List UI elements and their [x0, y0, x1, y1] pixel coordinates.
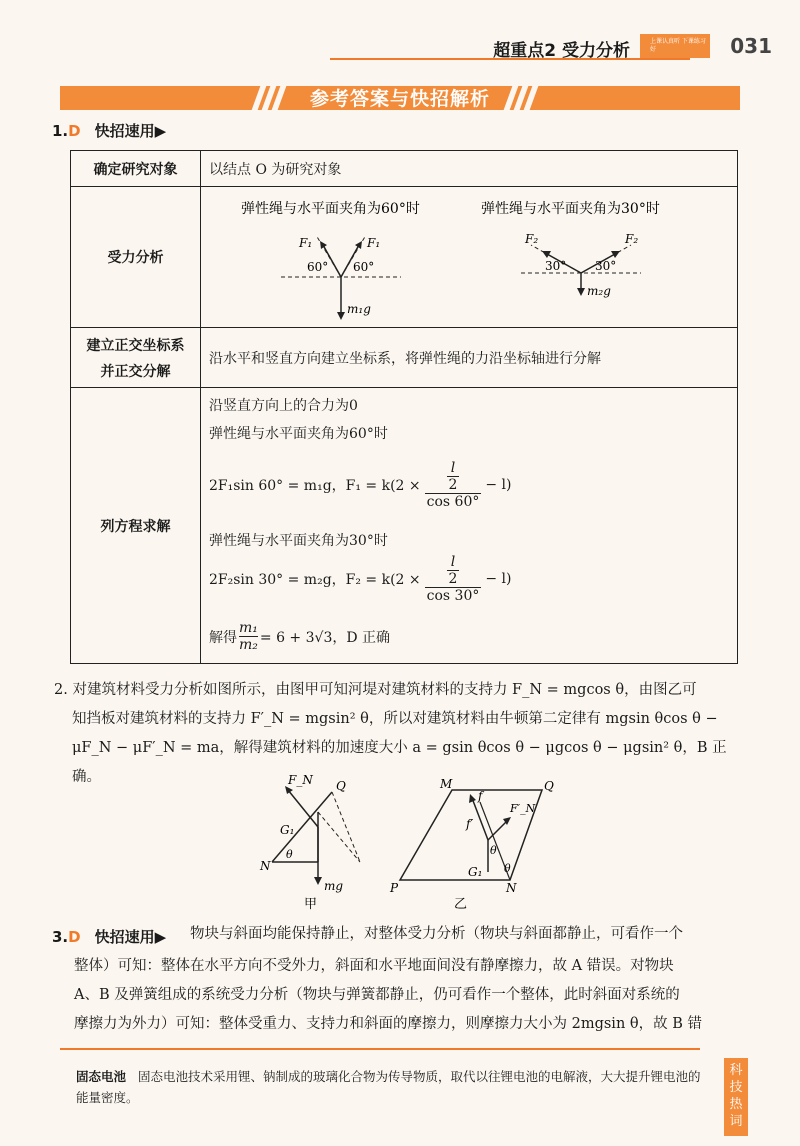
frac-bottom: m₂ [239, 637, 258, 653]
m1g-label: m₁g [347, 302, 371, 316]
q2-line: 知挡板对建筑材料的支持力 F′_N = mgsin² θ，所以对建筑材料由牛顿第二定律有 mgsin θcos θ − [72, 711, 718, 727]
equation-line: 弹性绳与水平面夹角为60°时 [209, 426, 388, 442]
fig-caption: 甲 [304, 897, 318, 912]
footer-term: 固态电池 [76, 1069, 127, 1084]
m2g-label: m₂g [587, 284, 611, 298]
g1-label: G₁ [280, 823, 295, 837]
n-label: N [506, 881, 517, 895]
fig-caption: 乙 [454, 897, 468, 912]
q1-answer: D [68, 122, 81, 140]
frac-mid: 2 [448, 571, 458, 587]
diagram-30 [521, 232, 641, 298]
table-row [71, 328, 738, 388]
header-badge [640, 34, 710, 58]
q2-line: μF_N − μF′_N = ma，解得建筑材料的加速度大小 a = gsin θcos θ − μgcos θ − μgsin² θ，B 正确。 [72, 740, 727, 785]
angle-left-label: 30° [545, 259, 567, 273]
g1-label: G₁ [468, 865, 483, 879]
row-label-line: 并正交分解 [100, 363, 171, 380]
dashed-line [332, 792, 360, 862]
f-label: f [478, 789, 483, 803]
theta-label: θ [286, 848, 293, 861]
fn-arrow [288, 790, 318, 827]
angle-left-label: 60° [307, 260, 329, 274]
q2-line: 2. 对建筑材料受力分析如图所示，由图甲可知河堤对建筑材料的支持力 F_N = mgcos θ，由图乙可 [54, 682, 697, 698]
f2-right-label: F₂ [625, 232, 639, 246]
f2-left-label: F₂ [525, 232, 539, 246]
row-label-line: 建立正交坐标系 [86, 337, 185, 354]
page-number: 031 [730, 34, 772, 58]
fn-label: F_N [288, 773, 313, 787]
case2-caption: 弹性绳与水平面夹角为30°时 [481, 201, 660, 217]
figure-yi [389, 777, 554, 912]
arrow-head [355, 241, 362, 249]
equation-line: 沿竖直方向上的合力为0 [209, 398, 358, 414]
frac-mid: 2 [448, 477, 458, 493]
force-diagrams [201, 187, 738, 328]
q2-figures [240, 772, 560, 912]
q-label: Q [544, 779, 554, 793]
row-value: 以结点 O 为研究对象 [201, 151, 738, 187]
p-label: P [390, 881, 399, 895]
arrow-head [611, 251, 620, 258]
q3-number: 3. [52, 928, 69, 946]
table-row [71, 388, 738, 664]
arrow-head [469, 794, 476, 803]
fraction [239, 620, 258, 653]
banner-title: 参考答案与快招解析 [309, 88, 490, 110]
fprime-label: f′ [466, 817, 474, 831]
equation-30 [209, 554, 512, 604]
arrow-head [320, 241, 327, 249]
table-row [71, 151, 738, 187]
m-label: M [440, 777, 453, 791]
badge-text: 上课认真听 下课练习好 [650, 38, 706, 53]
f1-right-label: F₁ [367, 236, 381, 250]
row-label [71, 328, 201, 388]
eq-text: − l) [485, 571, 512, 587]
q3-line: 摩擦力为外力）可知：整体受重力、支持力和斜面的摩擦力，则摩擦力大小为 2mgsin θ，故 B 错 [74, 1016, 702, 1032]
row-label: 确定研究对象 [71, 151, 201, 187]
equation-line: 弹性绳与水平面夹角为30°时 [209, 533, 388, 549]
arrow-head [542, 251, 551, 258]
table-row [71, 187, 738, 328]
footer-side-tab: 科技热词 [724, 1058, 748, 1136]
eq-text: 2F₂sin 30° = m₂g，F₂ = k(2 × [209, 572, 421, 588]
q1-number: 1. [52, 122, 69, 140]
fraction [425, 554, 482, 604]
theta-label: θ [504, 862, 511, 875]
eq-text: 2F₁sin 60° = m₁g，F₁ = k(2 × [209, 478, 421, 494]
footer-rule [60, 1048, 700, 1050]
result-line [209, 620, 390, 653]
eq-text: − l) [485, 477, 512, 493]
footer-text: 固态电池技术采用锂、钠制成的玻璃化合物为传导物质，取代以往锂电池的电解液，大大提升锂电池的能量密度。 [76, 1069, 701, 1105]
equation-60 [209, 460, 512, 510]
case1-caption: 弹性绳与水平面夹角为60°时 [241, 201, 420, 217]
figure-jia [259, 773, 360, 912]
mg-label: mg [324, 879, 344, 893]
f-arrow [472, 798, 488, 840]
solution-table [70, 150, 738, 664]
arrow-head [337, 312, 345, 320]
frac-top: l [450, 554, 456, 570]
n-label: N [260, 859, 271, 873]
q3-line: A、B 及弹簧组成的系统受力分析（物块与弹簧都静止，仍可看作一个整体，此时斜面对系统的 [74, 987, 680, 1003]
equation-block [209, 392, 388, 448]
arrow-head [285, 786, 293, 794]
row-value: 沿水平和竖直方向建立坐标系，将弹性绳的力沿坐标轴进行分解 [201, 328, 738, 388]
f1-left-label: F₁ [299, 236, 313, 250]
frac-top: m₁ [239, 620, 258, 636]
frac-bottom: cos 30° [426, 588, 480, 604]
q3-line: 物块与斜面均能保持静止，对整体受力分析（物块与斜面都静止，可看作一个 [190, 926, 683, 942]
q3-line: 整体）可知：整体在水平方向不受外力，斜面和水平地面间没有静摩擦力，故 A 错误。对物块 [74, 958, 674, 974]
chapter-title: 超重点2 受力分析 [493, 41, 630, 61]
eq-text: = 6 + 3√3，D 正确 [259, 629, 391, 646]
diagram-60 [281, 235, 401, 320]
force-diagram-svg [201, 187, 737, 327]
row-label: 列方程求解 [71, 388, 201, 664]
q3-heading [52, 926, 166, 947]
arrow-head [577, 288, 585, 296]
footer-note [76, 1066, 704, 1108]
theta-label: θ [490, 844, 497, 857]
row-label: 受力分析 [71, 187, 201, 328]
frac-bottom: cos 60° [426, 494, 480, 510]
section-banner [60, 86, 740, 110]
q3-paragraph [74, 952, 746, 1039]
q1-tip: 快招速用▶ [94, 122, 167, 140]
q-label: Q [336, 779, 346, 793]
fraction [425, 460, 482, 510]
angle-right-label: 30° [595, 259, 617, 273]
dashed-line [318, 812, 360, 862]
equations-cell [201, 388, 738, 664]
arrow-head [314, 877, 322, 885]
angle-right-label: 60° [353, 260, 375, 274]
eq-text: 解得 [209, 629, 237, 646]
frac-top: l [450, 460, 456, 476]
page-header [330, 34, 800, 64]
q3-answer: D [68, 928, 81, 946]
q3-tip: 快招速用▶ [94, 928, 167, 946]
fnprime-label: F′_N [510, 802, 536, 815]
q1-heading [52, 120, 166, 141]
